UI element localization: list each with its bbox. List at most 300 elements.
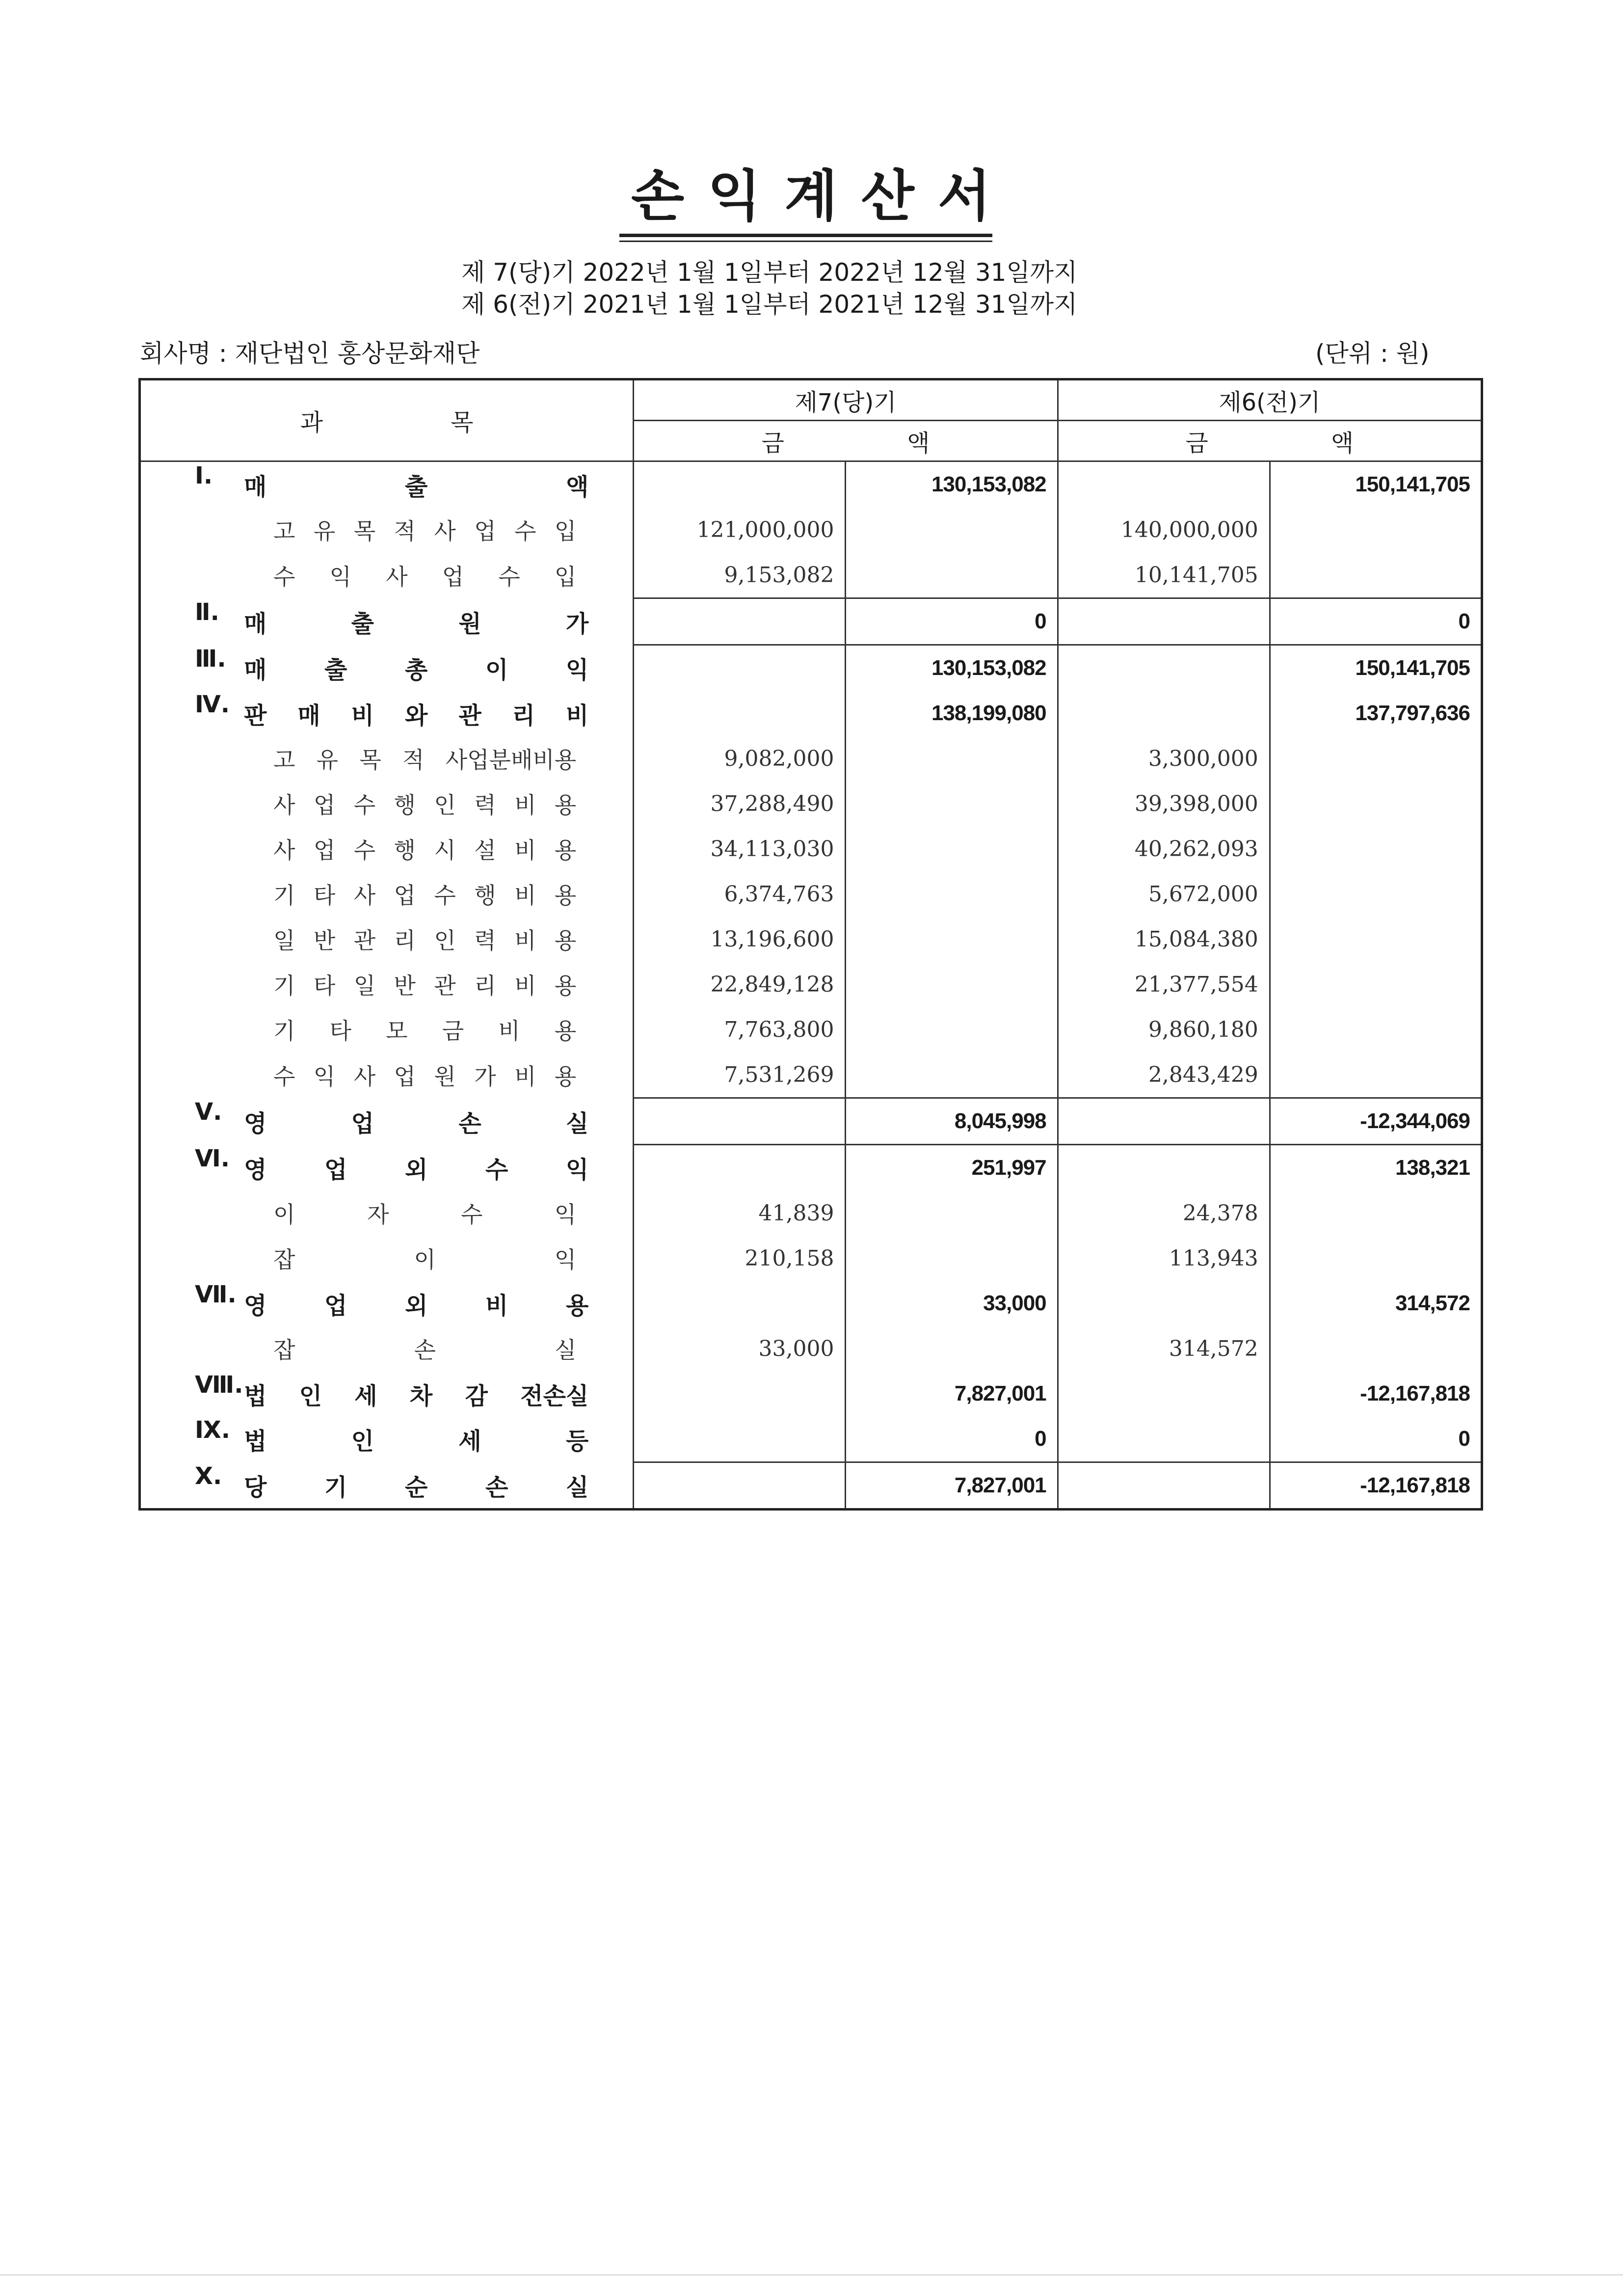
account-name-cell bbox=[140, 781, 634, 826]
table-row-section bbox=[140, 1416, 1482, 1462]
account-name-char: 금 bbox=[442, 1018, 464, 1044]
current-detail-amount: 121,000,000 bbox=[634, 507, 846, 552]
account-name-char: 자 bbox=[367, 1201, 389, 1228]
table-row-item bbox=[140, 1007, 1482, 1052]
account-name-char: 영 bbox=[244, 1292, 267, 1320]
account-name-char: 인 bbox=[434, 792, 456, 818]
account-name-char: 시 bbox=[434, 837, 456, 864]
prior-detail-amount bbox=[1058, 691, 1270, 736]
table-row-section bbox=[140, 691, 1482, 736]
account-name-char: 기 bbox=[324, 1473, 347, 1501]
current-detail-amount: 9,082,000 bbox=[634, 736, 846, 781]
current-detail-amount: 22,849,128 bbox=[634, 962, 846, 1007]
account-name-char: 실 bbox=[565, 1473, 589, 1501]
section-number: Ⅰ. bbox=[195, 462, 213, 489]
account-name-char: 리 bbox=[512, 702, 535, 729]
header-current-period: 제7(당)기 bbox=[634, 379, 1058, 421]
account-name bbox=[141, 552, 633, 598]
table-row-item bbox=[140, 1236, 1482, 1281]
account-name-char: 사 bbox=[273, 837, 295, 864]
account-name-char: 행 bbox=[394, 837, 416, 864]
account-name-char: 관 bbox=[434, 972, 456, 999]
current-detail-amount bbox=[634, 1462, 846, 1510]
table-row-section bbox=[140, 1281, 1482, 1326]
account-name-char: 등 bbox=[565, 1428, 589, 1456]
current-detail-amount bbox=[634, 1416, 846, 1462]
currency-unit: (단위 : 원) bbox=[1315, 339, 1430, 368]
current-total-amount bbox=[846, 917, 1058, 962]
account-name-char: 실 bbox=[565, 1109, 589, 1137]
prior-total-amount bbox=[1270, 871, 1482, 917]
current-detail-amount: 41,839 bbox=[634, 1190, 846, 1236]
account-name-char: 수 bbox=[353, 837, 376, 864]
prior-detail-amount: 21,377,554 bbox=[1058, 962, 1270, 1007]
account-name-char: 수 bbox=[460, 1201, 483, 1228]
account-name-char: 용 bbox=[565, 1292, 589, 1320]
account-name-char: 용 bbox=[554, 792, 577, 818]
company-name: 회사명 : 재단법인 홍상문화재단 bbox=[140, 339, 480, 368]
prior-detail-amount bbox=[1058, 1098, 1270, 1145]
account-name-char: 판 bbox=[244, 702, 267, 729]
table-row-item bbox=[140, 917, 1482, 962]
account-name-char: 용 bbox=[554, 837, 577, 864]
account-name-char: 영 bbox=[244, 1109, 267, 1137]
account-name-cell bbox=[140, 1190, 634, 1236]
table-row-section bbox=[140, 461, 1482, 508]
section-number: Ⅹ. bbox=[195, 1462, 222, 1490]
account-name bbox=[141, 826, 633, 871]
account-name-cell bbox=[140, 461, 634, 508]
prior-total-amount bbox=[1270, 1236, 1482, 1281]
period-prior: 제 6(전)기 2021년 1월 1일부터 2021년 12월 31일까지 bbox=[461, 290, 1078, 319]
account-name-char: 고 bbox=[273, 747, 295, 773]
prior-detail-amount: 10,141,705 bbox=[1058, 552, 1270, 598]
account-name-cell bbox=[140, 691, 634, 736]
account-name-char: 익 bbox=[565, 656, 589, 684]
current-total-amount bbox=[846, 781, 1058, 826]
account-name-char: 관 bbox=[353, 927, 376, 954]
prior-total-amount bbox=[1270, 1190, 1482, 1236]
account-name-cell bbox=[140, 598, 634, 645]
section-number: Ⅳ. bbox=[195, 691, 230, 718]
table-row-item bbox=[140, 962, 1482, 1007]
section-number: Ⅱ. bbox=[195, 598, 219, 626]
current-total-amount: 0 bbox=[846, 1416, 1058, 1462]
account-name-char: 관 bbox=[458, 702, 481, 729]
account-name-char: 력 bbox=[474, 927, 496, 954]
current-detail-amount bbox=[634, 645, 846, 691]
account-name-char: 수 bbox=[273, 563, 295, 590]
account-name-char: 이 bbox=[273, 1201, 295, 1228]
prior-total-amount: 138,321 bbox=[1270, 1145, 1482, 1191]
header-prior-amount: 금액 bbox=[1058, 421, 1482, 461]
account-name-char: 법 bbox=[244, 1428, 267, 1456]
table-row-item bbox=[140, 1326, 1482, 1371]
prior-detail-amount: 113,943 bbox=[1058, 1236, 1270, 1281]
account-name-cell bbox=[140, 507, 634, 552]
current-total-amount bbox=[846, 871, 1058, 917]
account-name bbox=[141, 1236, 633, 1281]
account-name-char: 용 bbox=[554, 1063, 577, 1090]
current-detail-amount: 9,153,082 bbox=[634, 552, 846, 598]
account-name-cell bbox=[140, 917, 634, 962]
prior-total-amount bbox=[1270, 1052, 1482, 1098]
account-name-char: 전손실 bbox=[520, 1382, 589, 1410]
table-row-item bbox=[140, 736, 1482, 781]
current-total-amount: 7,827,001 bbox=[846, 1371, 1058, 1416]
prior-total-amount: 0 bbox=[1270, 598, 1482, 645]
account-name-char: 용 bbox=[554, 972, 577, 999]
current-total-amount: 7,827,001 bbox=[846, 1462, 1058, 1510]
account-name-char: 매 bbox=[297, 702, 320, 729]
account-name-char: 당 bbox=[244, 1473, 267, 1501]
account-name-cell bbox=[140, 1052, 634, 1098]
account-name bbox=[141, 462, 633, 507]
account-name-char: 와 bbox=[404, 702, 428, 729]
document-title: 손익계산서 bbox=[631, 164, 1014, 228]
account-name bbox=[141, 1326, 633, 1371]
account-name-char: 비 bbox=[485, 1292, 508, 1320]
account-name-cell bbox=[140, 962, 634, 1007]
current-detail-amount bbox=[634, 461, 846, 508]
account-name-char: 손 bbox=[414, 1337, 436, 1363]
account-name-char: 설 bbox=[474, 837, 496, 864]
account-name-char: 순 bbox=[404, 1473, 428, 1501]
account-name-char: 사 bbox=[273, 792, 295, 818]
account-name-char: 사 bbox=[434, 518, 456, 544]
account-name-char: 인 bbox=[351, 1428, 374, 1456]
account-name-char: 매 bbox=[244, 610, 267, 638]
prior-detail-amount: 15,084,380 bbox=[1058, 917, 1270, 962]
account-name-cell bbox=[140, 1236, 634, 1281]
account-name-cell bbox=[140, 871, 634, 917]
prior-detail-amount bbox=[1058, 1371, 1270, 1416]
account-name bbox=[141, 736, 633, 781]
account-name bbox=[141, 1190, 633, 1236]
account-name-char: 비 bbox=[514, 837, 536, 864]
prior-total-amount bbox=[1270, 1007, 1482, 1052]
current-detail-amount: 6,374,763 bbox=[634, 871, 846, 917]
account-name-char: 업 bbox=[474, 518, 496, 544]
current-total-amount: 251,997 bbox=[846, 1145, 1058, 1191]
title-underline-thin bbox=[619, 241, 992, 242]
prior-detail-amount: 40,262,093 bbox=[1058, 826, 1270, 871]
account-name-char: 목 bbox=[359, 747, 381, 773]
account-name-char: 수 bbox=[514, 518, 536, 544]
current-detail-amount: 13,196,600 bbox=[634, 917, 846, 962]
account-name-cell bbox=[140, 645, 634, 691]
header-current-amount: 금액 bbox=[634, 421, 1058, 461]
prior-detail-amount bbox=[1058, 1462, 1270, 1510]
account-name bbox=[141, 871, 633, 917]
current-total-amount bbox=[846, 1007, 1058, 1052]
prior-detail-amount bbox=[1058, 1281, 1270, 1326]
account-name-char: 수 bbox=[498, 563, 520, 590]
section-number: Ⅷ. bbox=[195, 1371, 243, 1399]
account-name-char: 수 bbox=[353, 792, 376, 818]
prior-detail-amount: 9,860,180 bbox=[1058, 1007, 1270, 1052]
account-name-char: 익 bbox=[554, 1201, 577, 1228]
account-name-cell bbox=[140, 1098, 634, 1145]
account-name-char: 업 bbox=[313, 792, 336, 818]
account-name-char: 손 bbox=[485, 1473, 508, 1501]
account-name-char: 일 bbox=[273, 927, 295, 954]
account-name-char: 업 bbox=[442, 563, 464, 590]
account-name-char: 영 bbox=[244, 1156, 267, 1184]
account-name-char: 타 bbox=[313, 882, 336, 909]
account-name-char: 업 bbox=[394, 1063, 416, 1090]
current-detail-amount bbox=[634, 1281, 846, 1326]
account-name-char: 가 bbox=[565, 610, 589, 638]
current-total-amount bbox=[846, 736, 1058, 781]
account-name-char: 업 bbox=[313, 837, 336, 864]
account-name-char: 액 bbox=[565, 473, 589, 501]
current-detail-amount: 34,113,030 bbox=[634, 826, 846, 871]
current-detail-amount bbox=[634, 1098, 846, 1145]
account-name-char: 력 bbox=[474, 792, 496, 818]
prior-total-amount: 0 bbox=[1270, 1416, 1482, 1462]
account-name-char: 익 bbox=[554, 1246, 577, 1273]
section-number: Ⅶ. bbox=[195, 1281, 237, 1308]
account-name-char: 업 bbox=[324, 1292, 347, 1320]
current-total-amount bbox=[846, 1190, 1058, 1236]
prior-total-amount: -12,344,069 bbox=[1270, 1098, 1482, 1145]
account-name bbox=[141, 781, 633, 826]
account-name-char: 사 bbox=[353, 882, 376, 909]
account-name-char: 매 bbox=[244, 656, 267, 684]
account-name bbox=[141, 1052, 633, 1098]
account-name-char: 타 bbox=[313, 972, 336, 999]
income-statement-table bbox=[138, 378, 1483, 1511]
prior-detail-amount: 24,378 bbox=[1058, 1190, 1270, 1236]
table-row-item bbox=[140, 507, 1482, 552]
account-name-char: 출 bbox=[324, 656, 347, 684]
table-row-section bbox=[140, 1145, 1482, 1191]
account-name-char: 유 bbox=[313, 518, 336, 544]
prior-total-amount: -12,167,818 bbox=[1270, 1462, 1482, 1510]
account-name bbox=[141, 1007, 633, 1052]
current-total-amount: 0 bbox=[846, 598, 1058, 645]
account-name-char: 법 bbox=[244, 1382, 267, 1410]
prior-total-amount: 137,797,636 bbox=[1270, 691, 1482, 736]
account-name-char: 타 bbox=[329, 1018, 352, 1044]
account-name-cell bbox=[140, 552, 634, 598]
account-name-char: 비 bbox=[514, 1063, 536, 1090]
account-name-char: 수 bbox=[485, 1156, 508, 1184]
account-name-char: 행 bbox=[474, 882, 496, 909]
account-name-char: 비 bbox=[351, 702, 374, 729]
account-name-cell bbox=[140, 1326, 634, 1371]
prior-total-amount bbox=[1270, 962, 1482, 1007]
prior-total-amount bbox=[1270, 917, 1482, 962]
prior-detail-amount: 3,300,000 bbox=[1058, 736, 1270, 781]
account-name-char: 비 bbox=[514, 927, 536, 954]
account-name-char: 용 bbox=[554, 1018, 577, 1044]
prior-detail-amount: 314,572 bbox=[1058, 1326, 1270, 1371]
account-name-char: 기 bbox=[273, 882, 295, 909]
prior-total-amount bbox=[1270, 552, 1482, 598]
current-total-amount bbox=[846, 1326, 1058, 1371]
current-detail-amount bbox=[634, 1145, 846, 1191]
prior-detail-amount bbox=[1058, 1416, 1270, 1462]
current-total-amount bbox=[846, 962, 1058, 1007]
account-name bbox=[141, 917, 633, 962]
account-name-char: 잡 bbox=[273, 1337, 295, 1363]
table-row-item bbox=[140, 781, 1482, 826]
account-name-char: 수 bbox=[434, 882, 456, 909]
account-name-char: 가 bbox=[474, 1063, 496, 1090]
prior-total-amount: -12,167,818 bbox=[1270, 1371, 1482, 1416]
account-name-char: 세 bbox=[458, 1428, 481, 1456]
table-row-item bbox=[140, 1190, 1482, 1236]
account-name-char: 업 bbox=[394, 882, 416, 909]
account-name-char: 목 bbox=[353, 518, 376, 544]
current-total-amount bbox=[846, 507, 1058, 552]
account-name-char: 입 bbox=[554, 563, 577, 590]
prior-total-amount: 150,141,705 bbox=[1270, 645, 1482, 691]
table-body bbox=[140, 461, 1482, 1510]
account-name-cell bbox=[140, 1416, 634, 1462]
title-underline-thick bbox=[619, 234, 992, 237]
account-name-char: 리 bbox=[474, 972, 496, 999]
account-name-cell bbox=[140, 736, 634, 781]
current-total-amount: 130,153,082 bbox=[846, 645, 1058, 691]
prior-detail-amount bbox=[1058, 1145, 1270, 1191]
prior-detail-amount: 39,398,000 bbox=[1058, 781, 1270, 826]
current-detail-amount: 37,288,490 bbox=[634, 781, 846, 826]
table-row-section bbox=[140, 645, 1482, 691]
title-block bbox=[619, 162, 1014, 245]
header-subject: 과목 bbox=[140, 379, 634, 461]
account-name-char: 행 bbox=[394, 792, 416, 818]
prior-total-amount bbox=[1270, 736, 1482, 781]
account-name-char: 인 bbox=[434, 927, 456, 954]
current-total-amount bbox=[846, 826, 1058, 871]
account-name-char: 업 bbox=[324, 1156, 347, 1184]
table-row-section bbox=[140, 1462, 1482, 1510]
account-name bbox=[141, 507, 633, 552]
account-name-char: 기 bbox=[273, 1018, 295, 1044]
section-number: Ⅲ. bbox=[195, 645, 226, 673]
prior-total-amount bbox=[1270, 507, 1482, 552]
current-detail-amount bbox=[634, 691, 846, 736]
header-prior-period: 제6(전)기 bbox=[1058, 379, 1482, 421]
account-name-char: 총 bbox=[404, 656, 428, 684]
current-detail-amount bbox=[634, 598, 846, 645]
account-name-char: 감 bbox=[465, 1382, 488, 1410]
account-name-char: 원 bbox=[458, 610, 481, 638]
account-name-char: 원 bbox=[434, 1063, 456, 1090]
account-name-char: 유 bbox=[316, 747, 339, 773]
account-name-char: 수 bbox=[273, 1063, 295, 1090]
account-name-cell bbox=[140, 1371, 634, 1416]
account-name-char: 용 bbox=[554, 927, 577, 954]
account-name-char: 외 bbox=[404, 1292, 428, 1320]
prior-detail-amount: 5,672,000 bbox=[1058, 871, 1270, 917]
account-name-char: 외 bbox=[404, 1156, 428, 1184]
account-name-char: 비 bbox=[514, 882, 536, 909]
prior-detail-amount bbox=[1058, 645, 1270, 691]
account-name-char: 적 bbox=[394, 518, 416, 544]
table-row-item bbox=[140, 871, 1482, 917]
current-detail-amount: 210,158 bbox=[634, 1236, 846, 1281]
table-row-item bbox=[140, 552, 1482, 598]
table-row-section bbox=[140, 598, 1482, 645]
prior-detail-amount: 140,000,000 bbox=[1058, 507, 1270, 552]
account-name-char: 반 bbox=[313, 927, 336, 954]
account-name-char: 차 bbox=[409, 1382, 433, 1410]
current-detail-amount: 7,763,800 bbox=[634, 1007, 846, 1052]
account-name-char: 적 bbox=[402, 747, 425, 773]
account-name-char: 사 bbox=[353, 1063, 376, 1090]
account-name-char: 비 bbox=[498, 1018, 520, 1044]
table-row-section bbox=[140, 1371, 1482, 1416]
current-total-amount: 138,199,080 bbox=[846, 691, 1058, 736]
account-name-char: 세 bbox=[354, 1382, 377, 1410]
prior-total-amount: 150,141,705 bbox=[1270, 461, 1482, 508]
account-name-char: 익 bbox=[329, 563, 352, 590]
account-name-char: 용 bbox=[554, 882, 577, 909]
prior-total-amount bbox=[1270, 826, 1482, 871]
account-name-char: 인 bbox=[299, 1382, 322, 1410]
current-total-amount: 33,000 bbox=[846, 1281, 1058, 1326]
table-row-section bbox=[140, 1098, 1482, 1145]
current-detail-amount: 33,000 bbox=[634, 1326, 846, 1371]
current-detail-amount: 7,531,269 bbox=[634, 1052, 846, 1098]
current-total-amount bbox=[846, 1236, 1058, 1281]
account-name-char: 반 bbox=[394, 972, 416, 999]
current-total-amount bbox=[846, 1052, 1058, 1098]
prior-total-amount bbox=[1270, 1326, 1482, 1371]
account-name-char: 손 bbox=[458, 1109, 481, 1137]
account-name-char: 리 bbox=[394, 927, 416, 954]
account-name-char: 비 bbox=[514, 792, 536, 818]
account-name-char: 이 bbox=[485, 656, 508, 684]
account-name-char: 입 bbox=[554, 518, 577, 544]
current-total-amount bbox=[846, 552, 1058, 598]
account-name-char: 매 bbox=[244, 473, 267, 501]
account-name-char: 익 bbox=[565, 1156, 589, 1184]
period-current: 제 7(당)기 2022년 1월 1일부터 2022년 12월 31일까지 bbox=[461, 258, 1078, 287]
account-name-cell bbox=[140, 1462, 634, 1510]
section-number: Ⅴ. bbox=[195, 1098, 222, 1126]
current-total-amount: 8,045,998 bbox=[846, 1098, 1058, 1145]
current-total-amount: 130,153,082 bbox=[846, 461, 1058, 508]
account-name bbox=[141, 962, 633, 1007]
current-detail-amount bbox=[634, 1371, 846, 1416]
account-name-char: 출 bbox=[404, 473, 428, 501]
account-name-char: 익 bbox=[313, 1063, 336, 1090]
account-name-cell bbox=[140, 826, 634, 871]
account-name-char: 잡 bbox=[273, 1246, 295, 1273]
account-name-char: 비 bbox=[514, 972, 536, 999]
account-name-char: 모 bbox=[386, 1018, 408, 1044]
prior-detail-amount: 2,843,429 bbox=[1058, 1052, 1270, 1098]
account-name-char: 일 bbox=[353, 972, 376, 999]
account-name-char: 비 bbox=[565, 702, 589, 729]
section-number: Ⅸ. bbox=[195, 1416, 231, 1444]
table-row-item bbox=[140, 826, 1482, 871]
account-name-char: 기 bbox=[273, 972, 295, 999]
account-name-char: 업 bbox=[351, 1109, 374, 1137]
account-name-char: 사업분배비용 bbox=[445, 747, 577, 773]
page-bottom-edge bbox=[0, 2274, 1623, 2275]
table-row-item bbox=[140, 1052, 1482, 1098]
prior-total-amount: 314,572 bbox=[1270, 1281, 1482, 1326]
prior-total-amount bbox=[1270, 781, 1482, 826]
account-name-char: 사 bbox=[386, 563, 408, 590]
section-number: Ⅵ. bbox=[195, 1144, 230, 1172]
